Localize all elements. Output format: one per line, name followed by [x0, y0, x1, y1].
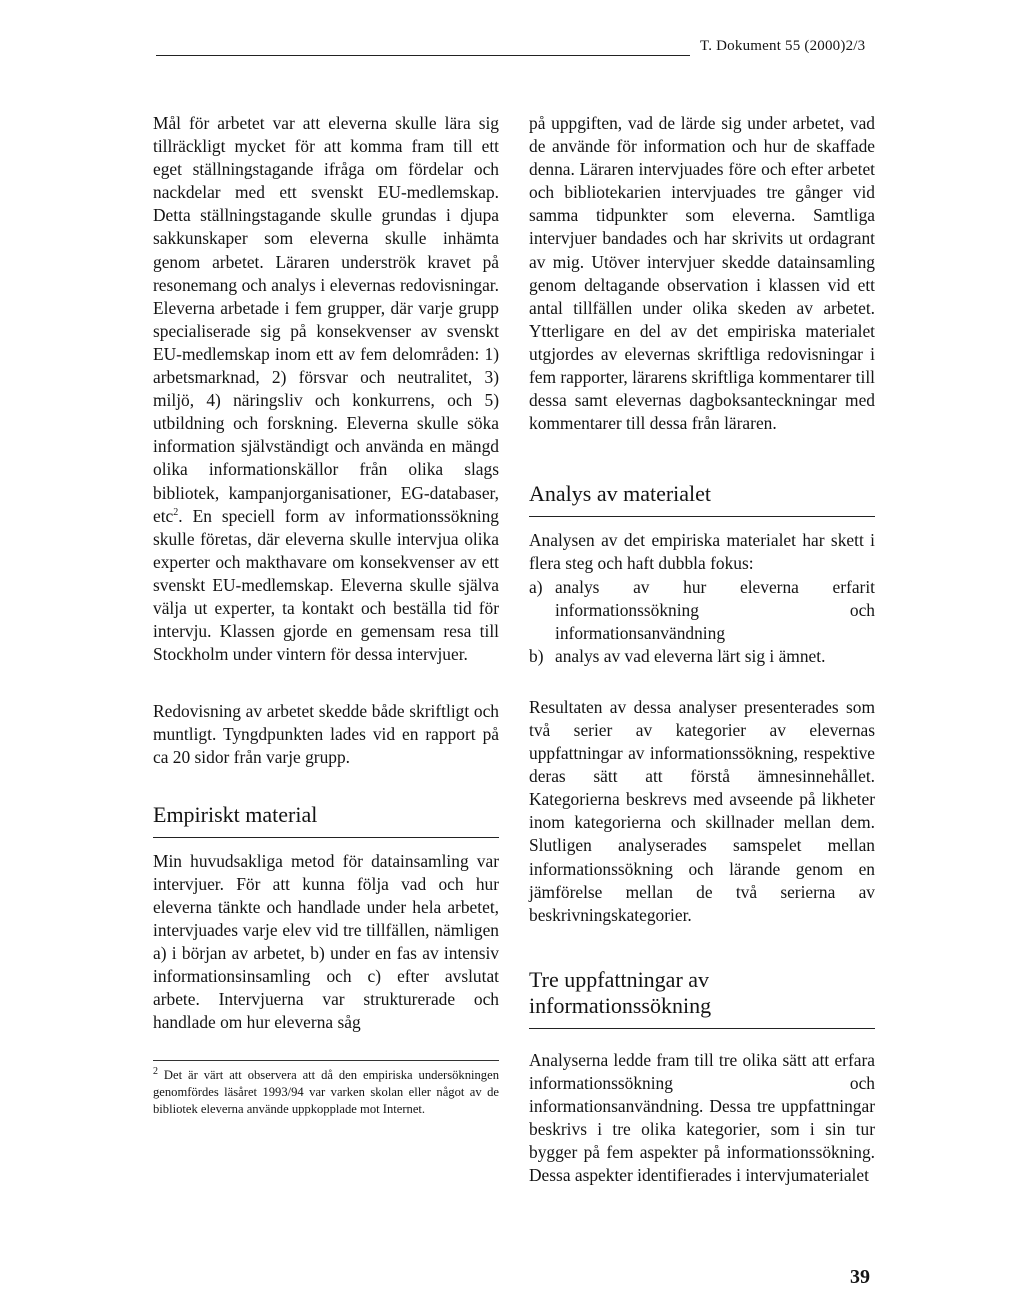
list-item — [529, 576, 875, 645]
header-rule — [156, 55, 690, 56]
list-text: analys av vad eleverna lärt sig i ämnet. — [555, 645, 826, 666]
footnote-marker: 2 — [153, 1066, 158, 1078]
paragraph — [153, 112, 499, 666]
footnote-reference[interactable]: 2 — [173, 506, 179, 518]
section-heading-empiriskt-material: Empiriskt material — [153, 801, 318, 827]
paragraph: Analysen av det empiriska materialet har skett i flera steg och haft dubbla fokus: — [529, 530, 875, 574]
section-rule — [529, 516, 875, 517]
footnote-text: Det är värt att observera att då den empiriska undersökningen genomfördes läsåret 1993/94 var varken skolan eller något av de bibliotek eleverna använde uppkopplade mot Internet. — [153, 1068, 499, 1117]
section-rule — [153, 837, 499, 838]
paragraph: Redovisning av arbetet skedde både skriftligt och muntligt. Tyngdpunkten lades vid en rapport på ca 20 sidor från varje grupp. — [153, 701, 499, 768]
left-column — [153, 112, 499, 1118]
footnote-rule — [153, 1060, 499, 1061]
list-text: analys av hur eleverna erfarit informationssökning och informationsanvändning — [555, 576, 875, 643]
analysis-list — [529, 576, 875, 668]
paragraph: Analyserna ledde fram till tre olika sätt att erfara informationssökning och informationsanvändning. Dessa tre uppfattningar beskrivs i tre olika kategorier, som i sin tur bygger på fem aspekter på informationssökning. Dessa aspekter identifierades i intervjumaterialet — [529, 1049, 875, 1186]
paragraph: Resultaten av dessa analyser presenterades som två serier av kategorier av elevernas uppfattningar av informationssökning, respektive deras sätt att förstå ämnesinnehållet. Kategorierna beskrevs med avseende på likheter inom kategorierna och skillnader mellan dem. Slutligen analyserades samspelet mellan informationssökning och lärande genom en jämförelse mellan de två serierna av beskrivningskategorier. — [529, 696, 875, 925]
section-heading-tre-uppfattningar: Tre uppfattningar av informationssökning — [529, 966, 712, 1018]
footnote — [153, 1067, 499, 1118]
list-label: a) — [529, 576, 543, 597]
paragraph: Min huvudsakliga metod för datainsamling var intervjuer. För att kunna följa vad och hur eleverna tänkte och handlade under hela arbetet, intervjuades varje elev vid tre tillfällen, nämligen a) i början av arbetet, b) under en fas av intensiv informationsinsamling och c) efter avslutat arbete. Intervjuerna var strukturerade och handlade om hur eleverna såg — [153, 850, 499, 1033]
section-heading-analys: Analys av materialet — [529, 481, 712, 507]
right-column — [529, 112, 875, 1187]
paragraph-text: . En speciell form av informationssökning skulle företas, där eleverna skulle intervjua olika experter och makthavare om konsekvenser av ett svenskt EU-medlemskap. Eleverna skulle själva välja ut experter, ta kontakt och beställa tid för intervju. Klassen gjorde en gemensam resa till Stockholm under vintern för dessa intervjuer. — [153, 505, 499, 665]
paragraph-text: Mål för arbetet var att eleverna skulle lära sig tillräckligt mycket för att komma fram till ett eget ställningstagande ifråga om fördelar och nackdelar med ett svenskt EU-medlemskap. Detta ställningstagande skulle grundas i djupa sakkunskaper som eleverna skulle inhämta genom arbetet. Läraren underströk kravet på resonemang och analys i elevernas redovisningar. Eleverna arbetade i fem grupper, där varje grupp specialiserade sig på konsekvenser av svenskt EU-medlemskap inom ett av fem delområden: 1) arbetsmarknad, 2) försvar och neutralitet, 3) miljö, 4) näringsliv och konkurrens, och 5) utbildning och forskning. Eleverna skulle söka information självständigt och använda en mängd olika informationskällor från olika slags bibliotek, kampanjorganisationer, EG-databaser, etc — [153, 113, 499, 526]
page-number: 39 — [850, 1266, 870, 1288]
section-rule — [529, 1028, 875, 1029]
list-item — [529, 645, 875, 668]
paragraph: på uppgiften, vad de lärde sig under arbetet, vad de använde för information och hur de skaffade denna. Läraren intervjuades före och efter arbetet och bibliotekarien intervjuades tre gånger vid samma tidpunkter som eleverna. Samtliga intervjuer bandades och har skrivits ut ordagrant av mig. Utöver intervjuer skedde datainsamling genom deltagande observation i klassen vid ett antal tillfällen under olika skeden av arbetet. Ytterligare en del av det empiriska materialet utgjordes av elevernas skriftliga redovisningar i fem rapporter, lärarens skriftliga kommentarer till dessa samt elevernas dagboksanteckningar med kommentarer till dessa från läraren. — [529, 113, 876, 434]
document-reference: T. Dokument 55 (2000)2/3 — [700, 38, 866, 54]
list-label: b) — [529, 645, 544, 666]
